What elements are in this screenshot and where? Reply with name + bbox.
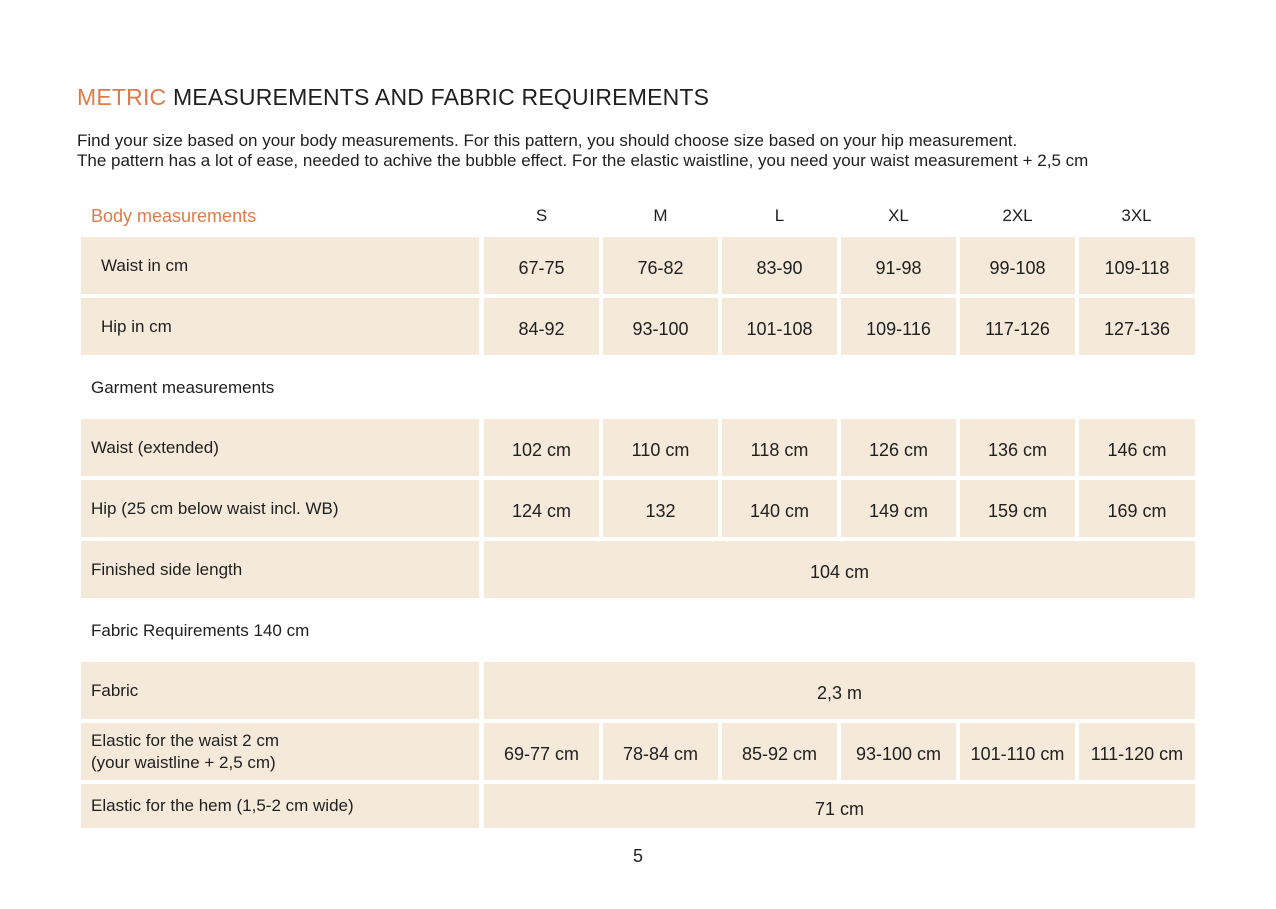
intro-line-2: The pattern has a lot of ease, needed to achive the bubble effect. For the elastic waistline, you need your waist measurement + 2,5 cm bbox=[77, 151, 1089, 170]
body-measurements-header: Body measurements bbox=[91, 206, 257, 226]
table-cell: 85-92 cm bbox=[722, 723, 837, 780]
intro-text bbox=[77, 131, 1088, 171]
table-cell-span: 71 cm bbox=[484, 784, 1195, 828]
row-label-fabric: Fabric bbox=[81, 662, 479, 719]
table-cell: 91-98 bbox=[841, 237, 956, 294]
fabric-requirements-header: Fabric Requirements 140 cm bbox=[91, 621, 310, 640]
row-label-elastic-waist bbox=[81, 723, 479, 780]
row-label-hip-cm: Hip in cm bbox=[81, 298, 479, 355]
table-cell: 159 cm bbox=[960, 480, 1075, 537]
table-cell: 126 cm bbox=[841, 419, 956, 476]
table-cell: 76-82 bbox=[603, 237, 718, 294]
elastic-waist-label-line-2: (your waistline + 2,5 cm) bbox=[91, 752, 276, 772]
table-cell: 101-110 cm bbox=[960, 723, 1075, 780]
elastic-waist-label-text bbox=[91, 730, 279, 774]
table-cell: 93-100 cm bbox=[841, 723, 956, 780]
size-header-3xl: 3XL bbox=[1121, 206, 1152, 225]
table-cell: 136 cm bbox=[960, 419, 1075, 476]
table-cell: 67-75 bbox=[484, 237, 599, 294]
row-label-elastic-hem: Elastic for the hem (1,5-2 cm wide) bbox=[81, 784, 479, 828]
table-cell: 124 cm bbox=[484, 480, 599, 537]
table-cell: 99-108 bbox=[960, 237, 1075, 294]
elastic-waist-label-line-1: Elastic for the waist 2 cm bbox=[91, 730, 280, 750]
table-cell: 110 cm bbox=[603, 419, 718, 476]
size-header-xl: XL bbox=[888, 206, 909, 225]
table-cell: 109-116 bbox=[841, 298, 956, 355]
table-cell: 101-108 bbox=[722, 298, 837, 355]
row-label-side-length: Finished side length bbox=[81, 541, 479, 598]
table-cell: 69-77 cm bbox=[484, 723, 599, 780]
table-cell: 117-126 bbox=[960, 298, 1075, 355]
size-header-l: L bbox=[774, 206, 785, 225]
table-cell: 84-92 bbox=[484, 298, 599, 355]
row-label-waist-extended: Waist (extended) bbox=[81, 419, 479, 476]
size-header-m: M bbox=[653, 206, 668, 225]
table-cell: 127-136 bbox=[1079, 298, 1195, 355]
table-cell: 109-118 bbox=[1079, 237, 1195, 294]
page-number: 5 bbox=[632, 846, 643, 866]
garment-measurements-header: Garment measurements bbox=[91, 378, 275, 397]
row-label-hip-garment: Hip (25 cm below waist incl. WB) bbox=[81, 480, 479, 537]
intro-line-1: Find your size based on your body measurements. For this pattern, you should choose size based on your hip measurement. bbox=[77, 131, 1018, 150]
table-cell: 132 bbox=[603, 480, 718, 537]
table-cell: 111-120 cm bbox=[1079, 723, 1195, 780]
table-cell: 169 cm bbox=[1079, 480, 1195, 537]
table-cell: 149 cm bbox=[841, 480, 956, 537]
page-title bbox=[77, 84, 709, 111]
table-cell-span: 2,3 m bbox=[484, 662, 1195, 719]
table-cell: 83-90 bbox=[722, 237, 837, 294]
table-cell: 93-100 bbox=[603, 298, 718, 355]
title-rest: MEASUREMENTS AND FABRIC REQUIREMENTS bbox=[166, 84, 710, 110]
size-header-s: S bbox=[535, 206, 548, 225]
table-cell: 78-84 cm bbox=[603, 723, 718, 780]
row-label-waist-cm: Waist in cm bbox=[81, 237, 479, 294]
table-cell: 140 cm bbox=[722, 480, 837, 537]
table-cell: 146 cm bbox=[1079, 419, 1195, 476]
table-cell: 102 cm bbox=[484, 419, 599, 476]
size-header-2xl: 2XL bbox=[1002, 206, 1033, 225]
title-accent: METRIC bbox=[77, 84, 167, 110]
table-cell: 118 cm bbox=[722, 419, 837, 476]
table-cell-span: 104 cm bbox=[484, 541, 1195, 598]
